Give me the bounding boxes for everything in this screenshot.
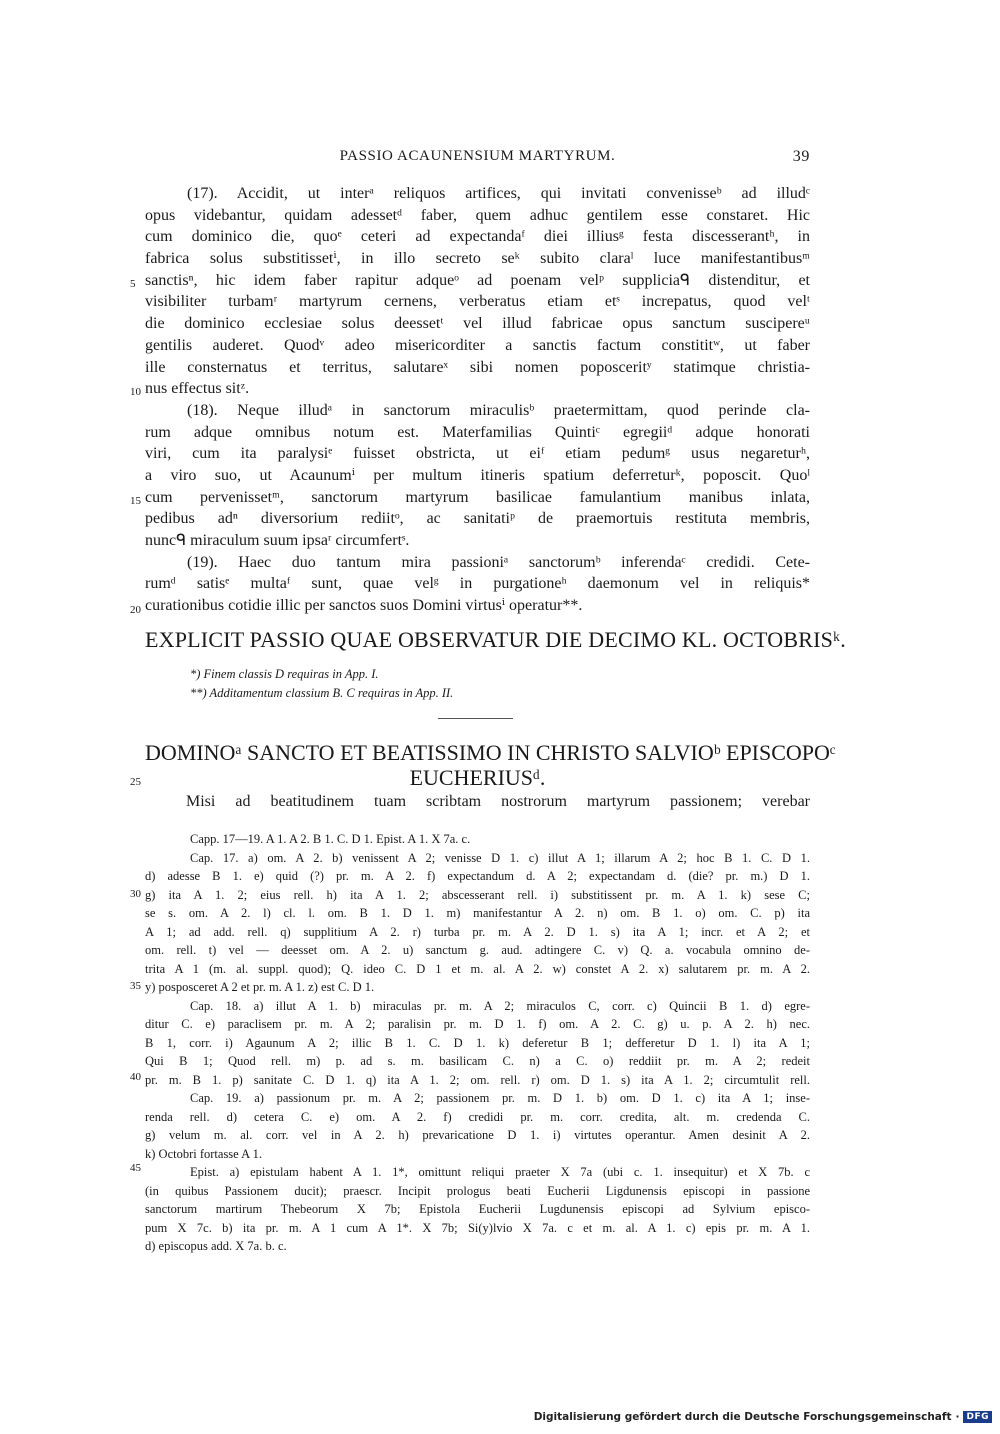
text-line: cum dominico die, quoᵉ ceteri ad expectandaᶠ diei illiusᵍ festa discesserantʰ, in	[145, 228, 810, 246]
line-number: 25	[130, 776, 141, 788]
apparatus-line: om. rell. t) vel — deesset om. A 2. u) sanctum g. aud. adtingere C. v) Q. a. vocabula omnino de-	[145, 943, 810, 957]
text-line: viri, cum ita paralysiᵉ fuisset obstricta, ut eiᶠ etiam pedumᵍ usus negareturʰ,	[145, 445, 810, 463]
apparatus-line: Qui B 1; Quod rell. m) p. ad s. m. basilicam C. n) a C. o) reddiit pr. m. A 2; redeit	[145, 1054, 810, 1068]
text-line: ille consternatus et territus, salutareˣ sibi nomen poposceritʸ statimque christia-	[145, 358, 810, 376]
apparatus-line: trita A 1 (m. al. suppl. quod); Q. ideo C. D 1 et m. al. A 2. w) constet A 2. x) salutarem pr. m. A 2.	[145, 961, 810, 976]
text-line: fabrica solus substitissetⁱ, in illo secreto seᵏ subito claraˡ luce manifestantibusᵐ	[145, 250, 810, 268]
text-line: cum pervenissetᵐ, sanctorum martyrum basilicae famulantium manibus inlata,	[145, 488, 810, 506]
apparatus-line: y) posposceret A 2 et pr. m. A 1. z) est C. D 1.	[145, 980, 375, 994]
section-divider	[438, 718, 513, 719]
digitization-credit	[534, 1411, 992, 1423]
running-header	[145, 148, 810, 170]
text-line: (18). Neque illudᵃ in sanctorum miraculisᵇ praetermittam, quod perinde cla-	[187, 401, 810, 419]
apparatus-line: (in quibus Passionem ducit); praescr. Incipit prologus beati Eucherii Ligdunensis episcopi in passione	[145, 1183, 810, 1198]
text-line: nuncᑫ miraculum suum ipsaʳ circumfertˢ.	[145, 532, 410, 549]
apparatus-line: renda rell. d) cetera C. e) om. A 2. f) credidi pr. m. corr. credita, alt. m. credenda C.	[145, 1109, 810, 1124]
text-line: (17). Accidit, ut interᵃ reliquos artifices, qui invitati convenisseᵇ ad illudᶜ	[187, 185, 810, 202]
apparatus-line: pr. m. B 1. p) sanitate C. D 1. q) ita A 1. 2; om. rell. r) om. D 1. s) ita A 1. 2; circumtulit rell.	[145, 1072, 810, 1087]
footnote: *) Finem classis D requiras in App. I.	[190, 667, 379, 681]
text-line: curationibus cotidie illic per sanctos suos Domini virtusⁱ operatur**.	[145, 597, 583, 615]
text-line: visibiliter turbamʳ martyrum cernens, verberatus etiam etˢ increpatus, quod velᵗ	[145, 293, 810, 311]
text-line: rum adque omnibus notum est. Materfamilias Quintiᶜ egregiiᵈ adque honorati	[145, 423, 810, 441]
apparatus-line: d) episcopus add. X 7a. b. c.	[145, 1239, 287, 1253]
letter-opening-line: Misi ad beatitudinem tuam scribtam nostrorum martyrum passionem; verebar	[186, 793, 810, 810]
footnote: **) Additamentum classium B. C requiras in App. II.	[190, 686, 454, 700]
text-line: gentilis auderet. Quodᵛ adeo misericorditer a sanctis factum constititʷ, ut faber	[145, 336, 810, 354]
apparatus-line: Cap. 18. a) illut A 1. b) miraculas pr. m. A 2; miraculos C, corr. c) Quincii B 1. d) egre-	[190, 998, 810, 1013]
line-number: 45	[130, 1162, 141, 1174]
line-number: 5	[130, 278, 136, 290]
text-line: pedibus adⁿ diversorium rediitᵒ, ac sanitatiᵖ de praemortuis restituta membris,	[145, 510, 810, 528]
apparatus-line: Cap. 17. a) om. A 2. b) venissent A 2; venisse D 1. c) illut A 1; illarum A 2; hoc B 1. C. D 1.	[190, 850, 810, 865]
apparatus-line: B 1, corr. i) Agaunum A 2; illic B 1. C. D 1. k) deferetur B 1; defferetur D 1. l) ita A 1;	[145, 1035, 810, 1050]
page-number: 39	[792, 148, 810, 165]
credit-text: Digitalisierung gefördert durch die Deutsche Forschungsgemeinschaft	[533, 1411, 952, 1423]
dfg-logo: DFG	[963, 1411, 992, 1423]
critical-apparatus	[145, 830, 810, 1256]
apparatus-line: Epist. a) epistulam habent A 1. 1*, omittunt reliqui praeter X 7a (ubi c. 1. insequitur) et X 7b. c	[190, 1165, 810, 1179]
apparatus-line: pum X 7c. b) ita pr. m. A 1 cum A 1*. X 7b; Si(y)lvio X 7a. c et m. al. A 1. c) epis pr. m. A 1.	[145, 1220, 810, 1235]
line-number: 10	[130, 386, 141, 398]
text-line: die dominico ecclesiae solus deessetᵗ vel illud fabricae opus sanctum suscipereᵘ	[145, 315, 810, 333]
text-line: rumᵈ satisᵉ multaᶠ sunt, quae velᵍ in purgationeʰ daemonum vel in reliquis*	[145, 575, 810, 593]
explicit-heading: EXPLICIT PASSIO QUAE OBSERVATUR DIE DECIMO KL. OCTOBRISᵏ.	[145, 627, 846, 652]
text-line: sanctisⁿ, hic idem faber rapitur adqueᵒ ad poenam velᵖ suppliciaᑫ distenditur, et	[145, 271, 810, 289]
line-number: 30	[130, 888, 141, 900]
text-line: nus effectus sitᶻ.	[145, 380, 250, 398]
apparatus-line: d) adesse B 1. e) quid (?) pr. m. A 2. f) expectandum d. A 2; expectandam d. (die? pr. m.) D 1.	[145, 869, 810, 883]
apparatus-line: sanctorum martirum Thebeorum X 7b; Epistola Eucherii Lugdunensis episcopi ad Sylvium episco-	[145, 1202, 810, 1216]
line-number: 40	[130, 1071, 141, 1083]
text-line: a viro suo, ut Acaunumⁱ per multum itineris spatium deferreturᵏ, poposcit. Quoˡ	[145, 466, 810, 484]
apparatus-line: Cap. 19. a) passionum pr. m. A 2; passionem pr. m. D 1. b) om. D 1. c) ita A 1; inse-	[190, 1091, 810, 1105]
running-title: PASSIO ACAUNENSIUM MARTYRUM.	[339, 148, 616, 164]
text-line: (19). Haec duo tantum mira passioniᵃ sanctorumᵇ inferendaᶜ credidi. Cete-	[187, 553, 810, 571]
apparatus-line: A 1; ad add. rell. q) supplitium A 2. r) turba pr. m. A 2. D 1. s) ita A 1; incr. et A 2; et	[145, 924, 810, 939]
text-line: opus videbantur, quidam adessetᵈ faber, quem adhuc gentilem esse constaret. Hic	[145, 206, 810, 224]
apparatus-line: Capp. 17—19. A 1. A 2. B 1. C. D 1. Epist. A 1. X 7a. c.	[190, 832, 471, 846]
apparatus-line: g) ita A 1. 2; eius rell. h) ita A 1. 2; abscesserant rell. i) substitissent pr. m. A 1. k) sese C;	[145, 887, 810, 902]
apparatus-line: ditur C. e) paraclisem pr. m. A 2; paralisin pr. m. D 1. f) om. A 2. C. g) u. p. A 2. h) nec.	[145, 1017, 810, 1031]
line-number: 35	[130, 980, 141, 992]
dedication-heading: DOMINOᵃ SANCTO ET BEATISSIMO IN CHRISTO SALVIOᵇ EPISCOPOᶜ	[145, 740, 836, 765]
apparatus-line: se s. om. A 2. l) cl. l. om. B 1. D 1. m) manifestantur A 2. n) om. B 1. o) om. C. p) ita	[145, 906, 810, 920]
main-text	[145, 183, 810, 617]
line-number: 15	[130, 495, 141, 507]
dedication-author: EUCHERIUSᵈ.	[409, 765, 546, 790]
apparatus-line: g) velum m. al. corr. vel in A 2. h) prevaricatione D 1. i) virtutes operantur. Amen desinit A 2.	[145, 1128, 810, 1142]
line-number: 20	[130, 604, 141, 616]
separator-dot: ·	[955, 1411, 960, 1423]
apparatus-line: k) Octobri fortasse A 1.	[145, 1146, 262, 1161]
